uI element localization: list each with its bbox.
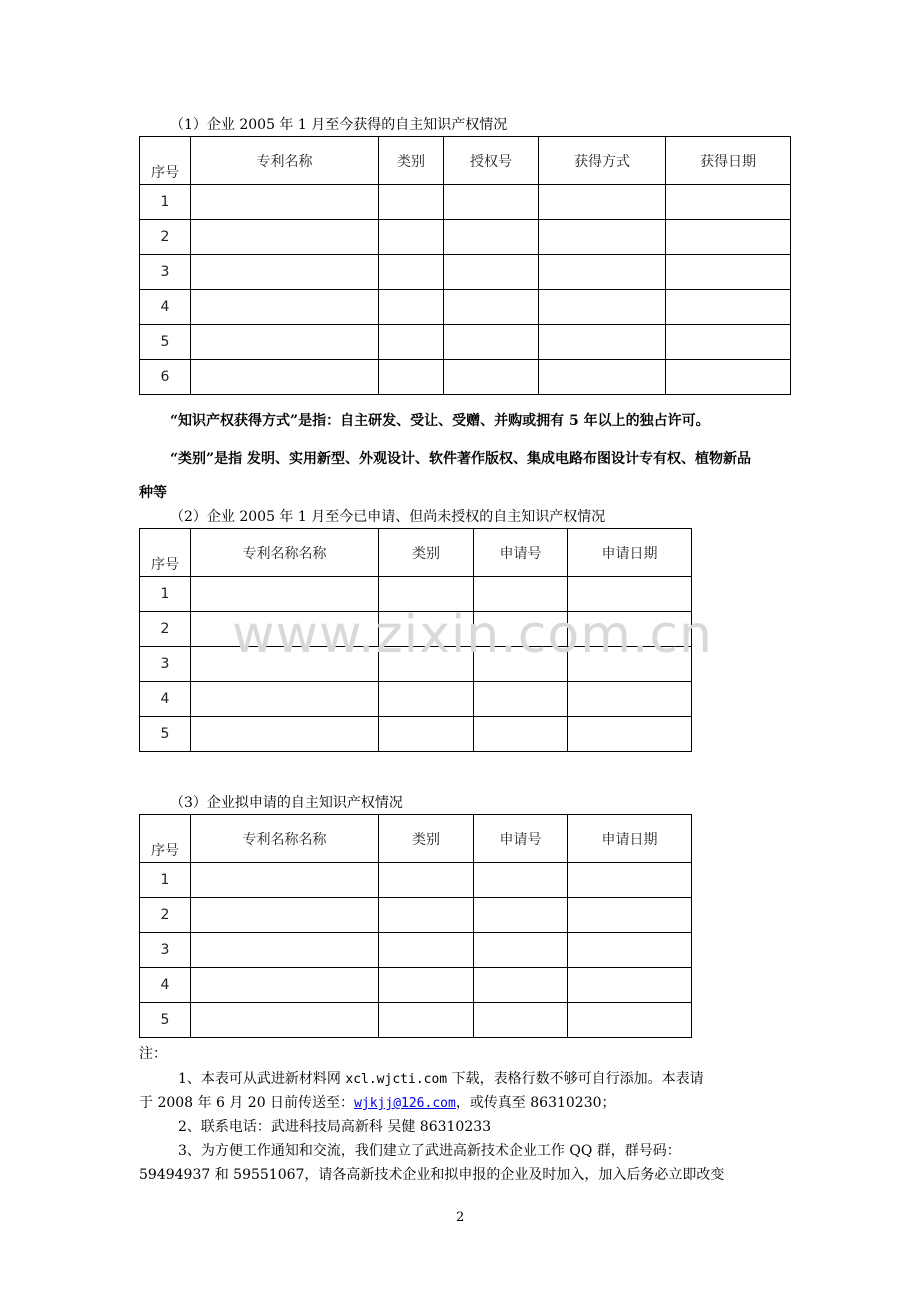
row-number: 2	[140, 220, 191, 255]
note-item-3-continued: 59494937 和 59551067，请各高新技术企业和拟申报的企业及时加入，加入后务必立即改变	[139, 1167, 725, 1183]
row-number: 3	[140, 647, 191, 682]
section3-table	[139, 814, 692, 1038]
table-row	[140, 968, 692, 1003]
header-application-number: 申请号	[474, 529, 568, 577]
email-link[interactable]: wjkjj@126.com	[354, 1096, 456, 1111]
table-row	[140, 717, 692, 752]
note-category-continued: 种等	[139, 485, 167, 501]
note-item-2: 2、联系电话：武进科技局高新科 吴健 86310233	[178, 1119, 492, 1135]
table-row	[140, 933, 692, 968]
header-acquisition-method: 获得方式	[539, 137, 666, 185]
section1-caption: （1）企业 2005 年 1 月至今获得的自主知识产权情况	[170, 117, 508, 133]
table-row	[140, 682, 692, 717]
note-item-1-continued	[139, 1092, 616, 1115]
header-application-date: 申请日期	[568, 815, 692, 863]
table-row	[140, 185, 791, 220]
row-number: 1	[140, 577, 191, 612]
header-patent-name: 专利名称	[191, 137, 379, 185]
row-number: 1	[140, 185, 191, 220]
note-item-3: 3、为方便工作通知和交流，我们建立了武进高新技术企业工作 QQ 群，群号码：	[178, 1143, 681, 1159]
header-category: 类别	[379, 137, 444, 185]
header-patent-name: 专利名称名称	[191, 815, 379, 863]
website-text: xcl.wjcti.com	[345, 1072, 448, 1087]
note-item-1-text-b: 下载，表格行数不够可自行添加。本表请	[451, 1071, 704, 1087]
note-item-1-text: 1、本表可从武进新材料网	[178, 1071, 341, 1087]
notes-label: 注：	[139, 1046, 167, 1062]
header-category: 类别	[379, 815, 474, 863]
table-row	[140, 863, 692, 898]
row-number: 3	[140, 933, 191, 968]
note-item-1	[178, 1068, 704, 1091]
row-number: 6	[140, 360, 191, 395]
row-number: 3	[140, 255, 191, 290]
header-seq: 序号	[140, 529, 191, 577]
section1-table	[139, 136, 791, 395]
page-number: 2	[456, 1210, 465, 1225]
table-row	[140, 1003, 692, 1038]
section2-caption: （2）企业 2005 年 1 月至今已申请、但尚未授权的自主知识产权情况	[170, 509, 606, 525]
row-number: 4	[140, 290, 191, 325]
watermark: www.zixin.com.cn	[232, 605, 713, 665]
row-number: 2	[140, 898, 191, 933]
header-application-number: 申请号	[474, 815, 568, 863]
row-number: 5	[140, 717, 191, 752]
table-row	[140, 325, 791, 360]
note-category-definition: “类别”是指 发明、实用新型、外观设计、软件著作版权、集成电路布图设计专有权、植物新品	[170, 451, 751, 467]
note-item-1-deadline: 于 2008 年 6 月 20 日前传送至：	[139, 1095, 355, 1111]
row-number: 2	[140, 612, 191, 647]
table-row	[140, 898, 692, 933]
section3-caption: （3）企业拟申请的自主知识产权情况	[170, 795, 403, 811]
row-number: 1	[140, 863, 191, 898]
table-row	[140, 360, 791, 395]
row-number: 5	[140, 325, 191, 360]
table-row	[140, 220, 791, 255]
row-number: 4	[140, 968, 191, 1003]
header-seq: 序号	[140, 137, 191, 185]
header-acquisition-date: 获得日期	[666, 137, 791, 185]
table-row	[140, 290, 791, 325]
header-application-date: 申请日期	[568, 529, 692, 577]
header-patent-name: 专利名称名称	[191, 529, 379, 577]
header-grant-number: 授权号	[444, 137, 539, 185]
table-row	[140, 255, 791, 290]
row-number: 4	[140, 682, 191, 717]
header-seq: 序号	[140, 815, 191, 863]
header-category: 类别	[379, 529, 474, 577]
note-acquisition-method: “知识产权获得方式”是指：自主研发、受让、受赠、并购或拥有 5 年以上的独占许可。	[170, 413, 710, 429]
row-number: 5	[140, 1003, 191, 1038]
note-item-1-fax: ，或传真至 86310230；	[455, 1095, 616, 1111]
